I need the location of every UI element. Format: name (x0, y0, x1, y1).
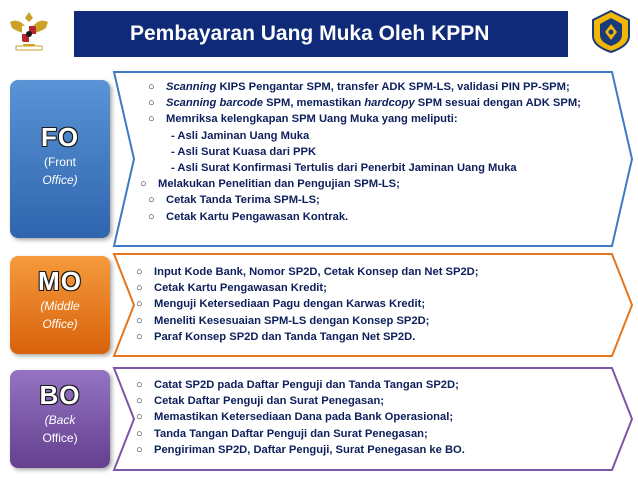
list-subitem: - Asli Surat Konfirmasi Tertulis dari Penerbit Jaminan Uang Muka (171, 161, 517, 174)
front-office-abbr: FO (40, 122, 80, 152)
middle-office-box (10, 256, 110, 354)
list-item: ○ Input Kode Bank, Nomor SP2D, Cetak Konsep dan Net SP2D; (136, 266, 479, 278)
list-item: ○ Meneliti Kesesuaian SPM-LS dengan Konsep SP2D; (136, 314, 430, 327)
back-office-full: (Back Office) (42, 413, 78, 445)
page-title: Pembayaran Uang Muka Oleh KPPN (130, 22, 490, 45)
list-item: ○ Menguji Ketersediaan Pagu dengan Karwas Kredit; (136, 298, 426, 311)
front-office-full: (Front Office) (42, 155, 78, 187)
list-item: ○ Tanda Tangan Daftar Penguji dan Surat Penegasan; (136, 427, 428, 440)
page-title-bar (74, 11, 568, 57)
list-subitem: - Asli Surat Kuasa dari PPK (171, 145, 317, 158)
list-item: ○ Cetak Kartu Pengawasan Kontrak. (148, 210, 349, 223)
list-item: ○ Cetak Daftar Penguji dan Surat Penegasan; (136, 395, 385, 408)
back-office-task-list (136, 377, 465, 458)
middle-office-full: (Middle Office) (40, 299, 80, 331)
list-item: ○ Scanning KIPS Pengantar SPM, transfer ADK SPM-LS, validasi PIN PP-SPM; (148, 81, 570, 93)
garuda-emblem-icon (6, 8, 52, 54)
front-office-task-list (140, 79, 581, 225)
list-item: ○ Cetak Kartu Pengawasan Kredit; (136, 282, 327, 295)
middle-office-abbr: MO (38, 266, 82, 296)
section-middle-office (0, 252, 638, 358)
list-item: ○ Pengiriman SP2D, Daftar Penguji, Surat Penegasan ke BO. (136, 443, 465, 456)
section-front-office (0, 70, 638, 248)
middle-office-task-list (136, 264, 479, 345)
kemenkeu-emblem-icon (588, 8, 634, 54)
header (0, 0, 638, 64)
list-item: ○ Paraf Konsep SP2D dan Tanda Tangan Net SP2D. (136, 330, 416, 343)
list-subitem: - Asli Jaminan Uang Muka (171, 129, 310, 142)
list-item: ○ Memastikan Ketersediaan Dana pada Bank Operasional; (136, 411, 454, 424)
back-office-box (10, 370, 110, 468)
back-office-abbr: BO (39, 380, 81, 410)
list-item: ○ Melakukan Penelitian dan Pengujian SPM-LS; (140, 178, 400, 191)
list-item: ○ Scanning barcode SPM, memastikan hardcopy SPM sesuai dengan ADK SPM; (148, 97, 581, 110)
list-item: ○ Cetak Tanda Terima SPM-LS; (148, 194, 320, 207)
section-back-office (0, 366, 638, 472)
front-office-box (10, 80, 110, 238)
list-item: ○ Memriksa kelengkapan SPM Uang Muka yang meliputi: (148, 113, 458, 126)
list-item: ○ Catat SP2D pada Daftar Penguji dan Tanda Tangan SP2D; (136, 379, 459, 391)
